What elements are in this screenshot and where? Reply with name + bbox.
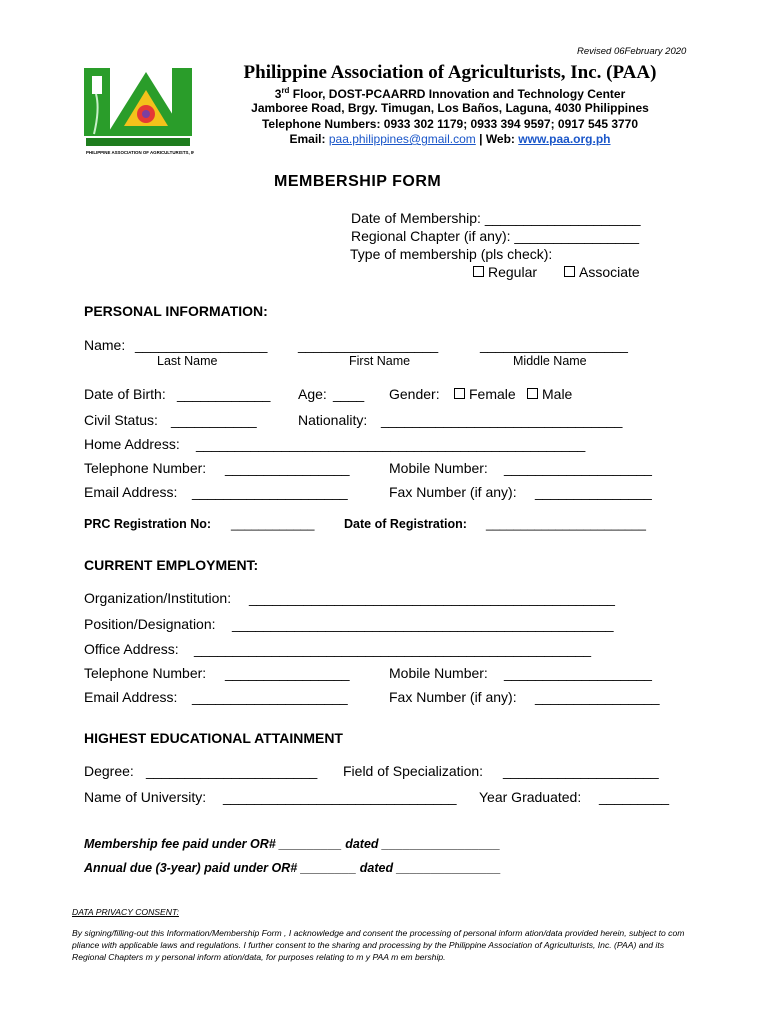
revised-date: Revised 06February 2020 (577, 46, 687, 57)
floor-suffix: rd (281, 86, 290, 95)
personal-tel-field[interactable]: ________________ (225, 460, 350, 476)
prc-label: PRC Registration No: (84, 517, 212, 531)
personal-fax-label: Fax Number (if any): (389, 484, 517, 500)
regional-chapter-row[interactable] (351, 228, 639, 244)
personal-email-field[interactable]: ____________________ (192, 484, 348, 500)
last-name-caption: Last Name (157, 354, 218, 368)
middle-name-caption: Middle Name (513, 354, 587, 368)
dob-field[interactable]: ____________ (177, 386, 271, 402)
personal-email-label: Email Address: (84, 484, 178, 500)
address-line-1 (215, 86, 685, 101)
regional-chapter-label: Regional Chapter (if any): (351, 228, 511, 244)
regular-label: Regular (488, 264, 538, 280)
female-checkbox[interactable] (454, 388, 465, 399)
personal-mobile-field[interactable]: ___________________ (504, 460, 652, 476)
nationality-label: Nationality: (298, 412, 368, 428)
contact-line (215, 132, 685, 146)
civil-status-field[interactable]: ___________ (171, 412, 257, 428)
personal-mobile-label: Mobile Number: (389, 460, 488, 476)
nationality-field[interactable]: _______________________________ (381, 412, 623, 428)
organization-label: Organization/Institution: (84, 590, 232, 606)
telephone-numbers: Telephone Numbers: 0933 302 1179; 0933 394 9597; 0917 545 3770 (261, 117, 639, 131)
membership-date-label: Date of Membership: (351, 210, 481, 226)
university-field[interactable]: ______________________________ (223, 789, 457, 805)
annual-due-line[interactable]: Annual due (3-year) paid under OR# ________ dated _______________ (84, 861, 501, 875)
personal-fax-field[interactable]: _______________ (535, 484, 652, 500)
membership-fee-line[interactable]: Membership fee paid under OR# _________ dated _________________ (84, 837, 501, 851)
web-label: | Web: (479, 132, 515, 146)
last-name-field[interactable]: _________________ (135, 337, 268, 353)
first-name-caption: First Name (349, 354, 411, 368)
education-heading: HIGHEST EDUCATIONAL ATTAINMENT (84, 730, 343, 746)
male-label: Male (542, 386, 573, 402)
regular-checkbox[interactable] (473, 266, 484, 277)
degree-field[interactable]: ______________________ (146, 763, 318, 779)
civil-status-label: Civil Status: (84, 412, 158, 428)
specialization-label: Field of Specialization: (343, 763, 484, 779)
year-graduated-label: Year Graduated: (479, 789, 582, 805)
gender-label: Gender: (389, 386, 440, 402)
address-line-2: Jamboree Road, Brgy. Timugan, Los Baños, Laguna, 4030 Philippines (251, 101, 649, 115)
registration-date-field[interactable]: _______________________ (486, 517, 646, 531)
address-line-1-text: Floor, DOST-PCAARRD Innovation and Technology Center (292, 87, 626, 101)
paa-logo (82, 64, 194, 158)
year-graduated-field[interactable]: _________ (599, 789, 670, 805)
female-option[interactable] (454, 386, 516, 402)
dob-label: Date of Birth: (84, 386, 166, 402)
office-mobile-label: Mobile Number: (389, 665, 488, 681)
office-mobile-field[interactable]: ___________________ (504, 665, 652, 681)
name-label: Name: (84, 337, 126, 353)
regional-chapter-field[interactable]: ________________ (514, 228, 639, 244)
membership-type-label: Type of membership (pls check): (350, 246, 553, 262)
home-address-label: Home Address: (84, 436, 180, 452)
office-fax-label: Fax Number (if any): (389, 689, 517, 705)
page-title: MEMBERSHIP FORM (274, 173, 442, 190)
office-address-label: Office Address: (84, 641, 179, 657)
employment-heading: CURRENT EMPLOYMENT: (84, 557, 259, 573)
prc-field[interactable]: ____________ (231, 517, 315, 531)
specialization-field[interactable]: ____________________ (503, 763, 659, 779)
membership-date-field[interactable]: ____________________ (484, 210, 641, 226)
privacy-consent-text: By signing/filling-out this Information/Membership Form , I acknowledge and consent the processing of personal inform ation/data provided herein, subject to com pliance with applicable laws and regulations. I further consent to the sharing and processing by the Philippine Association of Agriculturists, Inc. (PAA) and its Regional Chapters m y personal inform ation/data, for purposes relating to m y PAA m em bership. (72, 928, 685, 962)
personal-info-heading: PERSONAL INFORMATION: (84, 303, 268, 319)
personal-tel-label: Telephone Number: (84, 460, 207, 476)
female-label: Female (469, 386, 516, 402)
regular-option[interactable] (473, 264, 537, 280)
office-tel-label: Telephone Number: (84, 665, 207, 681)
web-link[interactable]: www.paa.org.ph (518, 132, 611, 146)
degree-label: Degree: (84, 763, 134, 779)
age-field[interactable]: ____ (333, 386, 365, 402)
first-name-field[interactable]: __________________ (298, 337, 439, 353)
paa-logo-icon (82, 64, 194, 158)
home-address-field[interactable]: __________________________________________________ (196, 436, 586, 452)
position-field[interactable]: _________________________________________________ (232, 616, 614, 632)
email-label: Email: (289, 132, 326, 146)
privacy-heading: DATA PRIVACY CONSENT: (72, 907, 179, 917)
logo-caption: PHILIPPINE ASSOCIATION OF AGRICULTURISTS, INC. (86, 150, 194, 155)
organization-field[interactable]: _______________________________________________ (249, 590, 615, 606)
middle-name-field[interactable]: ___________________ (480, 337, 628, 353)
male-checkbox[interactable] (527, 388, 538, 399)
floor-number: 3 (274, 87, 282, 101)
office-fax-field[interactable]: ________________ (535, 689, 660, 705)
associate-checkbox[interactable] (564, 266, 575, 277)
associate-label: Associate (579, 264, 640, 280)
age-label: Age: (298, 386, 327, 402)
membership-date-row[interactable] (351, 210, 641, 226)
office-email-field[interactable]: ____________________ (192, 689, 348, 705)
office-tel-field[interactable]: ________________ (225, 665, 350, 681)
org-name: Philippine Association of Agriculturists, Inc. (PAA) (243, 62, 657, 83)
office-address-field[interactable]: ___________________________________________________ (194, 641, 592, 657)
position-label: Position/Designation: (84, 616, 216, 632)
male-option[interactable] (527, 386, 572, 402)
registration-date-label: Date of Registration: (344, 517, 467, 531)
associate-option[interactable] (564, 264, 640, 280)
email-link[interactable]: paa.philippines@gmail.com (328, 132, 476, 146)
office-email-label: Email Address: (84, 689, 178, 705)
university-label: Name of University: (84, 789, 207, 805)
